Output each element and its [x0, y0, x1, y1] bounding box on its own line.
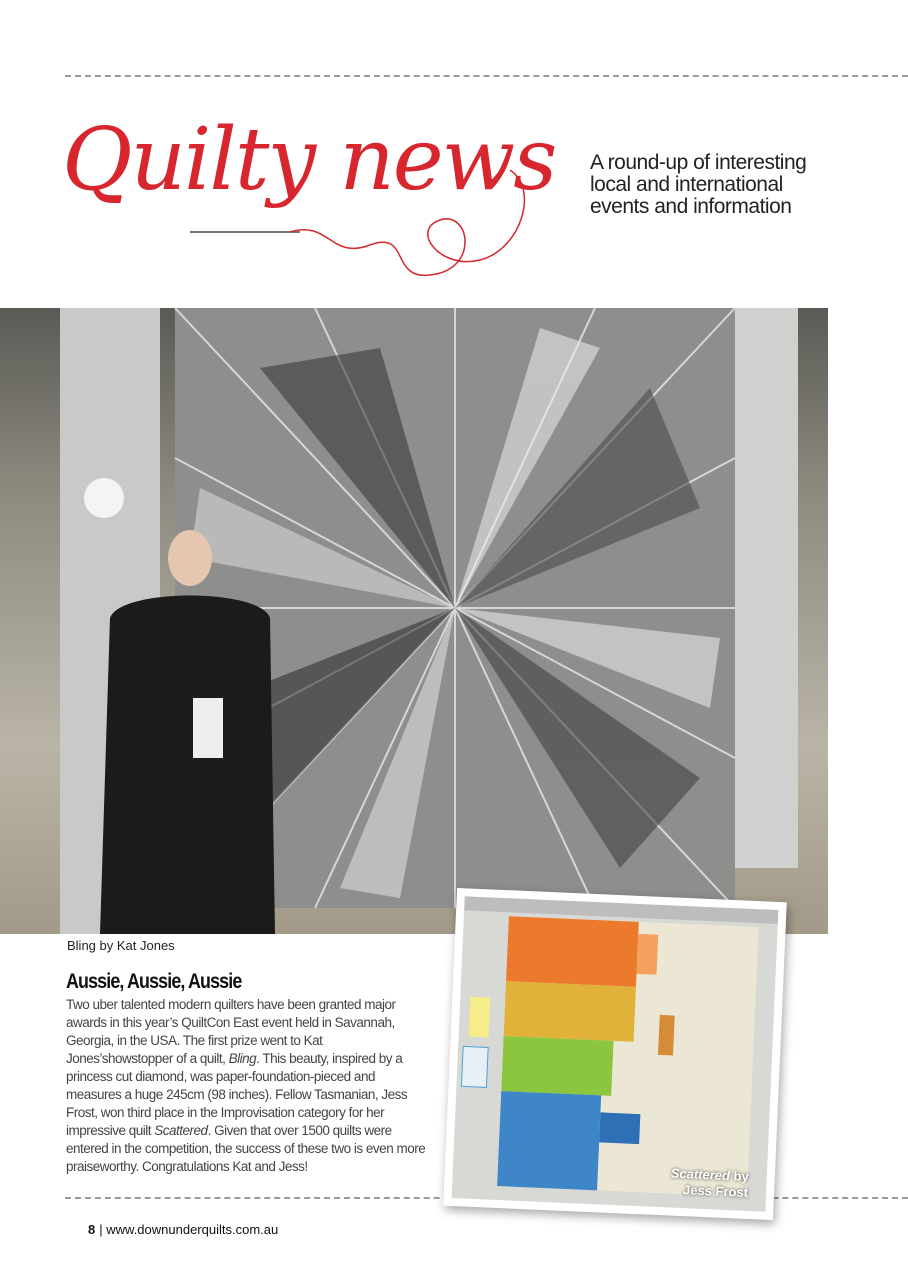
footer-separator: |: [99, 1222, 103, 1237]
article-headline: Aussie, Aussie, Aussie: [66, 970, 242, 993]
section-subtitle: A round-up of interesting local and international events and information: [590, 151, 807, 218]
page-footer: [88, 1222, 278, 1237]
page-number: 8: [88, 1222, 96, 1237]
main-photo-bling-quilt: [0, 308, 828, 934]
inset-photo-scattered-quilt: [443, 888, 787, 1220]
needle-thread-icon: [180, 150, 550, 290]
main-photo-caption: Bling by Kat Jones: [67, 938, 175, 953]
section-title: Quilty news: [62, 110, 556, 210]
top-divider: [65, 75, 908, 77]
inset-photo-caption: Scattered by Jess Frost: [670, 1165, 750, 1200]
footer-url: www.downunderquilts.com.au: [106, 1222, 279, 1237]
article-body: Two uber talented modern quilters have been granted major awards in this year’s QuiltCon East event held in Savannah, Georgia, in the USA. The first prize went to Kat Jones’showstopper of a quilt, Bling. This beauty, inspired by a princess cut diamond, was paper-foundation-pieced and measures a huge 245cm (98 inches). Fellow Tasmanian, Jess Frost, won third place in the Improvisation category for her impressive quilt Scattered. Given that over 1500 quilts were entered in the competition, the success of these two is even more praiseworthy. Congratulations Kat and Jess!: [66, 997, 426, 1174]
